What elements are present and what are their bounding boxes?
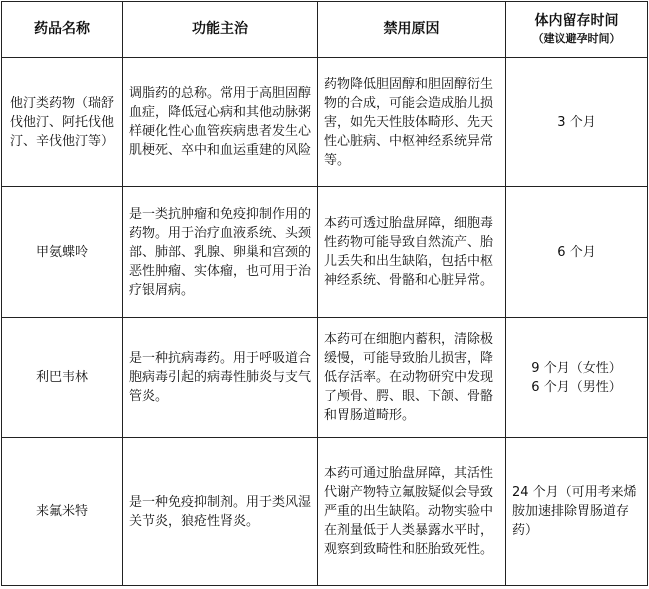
header-period [506, 2, 648, 58]
drug-function: 是一种免疫抑制剂。用于类风湿关节炎，狼疮性肾炎。 [123, 438, 318, 586]
table-row [2, 318, 648, 438]
table-row [2, 58, 648, 187]
drug-name: 来氟米特 [2, 438, 123, 586]
header-reason: 禁用原因 [318, 2, 506, 58]
drug-period: 24 个月（可用考来烯胺加速排除胃肠道存药） [506, 438, 648, 586]
drug-name: 甲氨蝶呤 [2, 187, 123, 318]
drug-name: 利巴韦林 [2, 318, 123, 438]
header-period-sub: （建议避孕时间） [532, 32, 621, 45]
drug-reason: 本药可通过胎盘屏障，其活性代谢产物特立氟胺疑似会导致严重的出生缺陷。动物实验中在剂量低于人类暴露水平时，观察到致畸性和胚胎致死性。 [318, 438, 506, 586]
drug-function: 是一种抗病毒药。用于呼吸道合胞病毒引起的病毒性肺炎与支气管炎。 [123, 318, 318, 438]
header-row [2, 2, 648, 58]
header-function: 功能主治 [123, 2, 318, 58]
table-row [2, 438, 648, 586]
drug-reason: 本药可透过胎盘屏障，细胞毒性药物可能导致自然流产、胎儿丢失和出生缺陷，包括中枢神经系统、骨骼和心脏异常。 [318, 187, 506, 318]
drug-reason: 本药可在细胞内蓄积，清除极缓慢，可能导致胎儿损害，降低存活率。在动物研究中发现了颅骨、腭、眼、下颌、骨骼和胃肠道畸形。 [318, 318, 506, 438]
drug-name: 他汀类药物（瑞舒伐他汀、阿托伐他汀、辛伐他汀等） [2, 58, 123, 187]
drug-reason: 药物降低胆固醇和胆固醇衍生物的合成，可能会造成胎儿损害，如先天性肢体畸形、先天性心脏病、中枢神经系统异常等。 [318, 58, 506, 187]
table-row [2, 187, 648, 318]
header-period-label: 体内留存时间 [534, 13, 619, 29]
drug-period: 6 个月 [506, 187, 648, 318]
header-name: 药品名称 [2, 2, 123, 58]
drug-table [1, 1, 648, 586]
drug-period [506, 318, 648, 438]
drug-period-female: 9 个月（女性） [531, 360, 622, 376]
drug-period-male: 6 个月（男性） [531, 379, 622, 395]
drug-function: 调脂药的总称。常用于高胆固醇血症，降低冠心病和其他动脉粥样硬化性心血管疾病患者发生心肌梗死、卒中和血运重建的风险 [123, 58, 318, 187]
drug-period: 3 个月 [506, 58, 648, 187]
drug-function: 是一类抗肿瘤和免疫抑制作用的药物。用于治疗血液系统、头颈部、肺部、乳腺、卵巢和宫颈的恶性肿瘤、实体瘤，也可用于治疗银屑病。 [123, 187, 318, 318]
